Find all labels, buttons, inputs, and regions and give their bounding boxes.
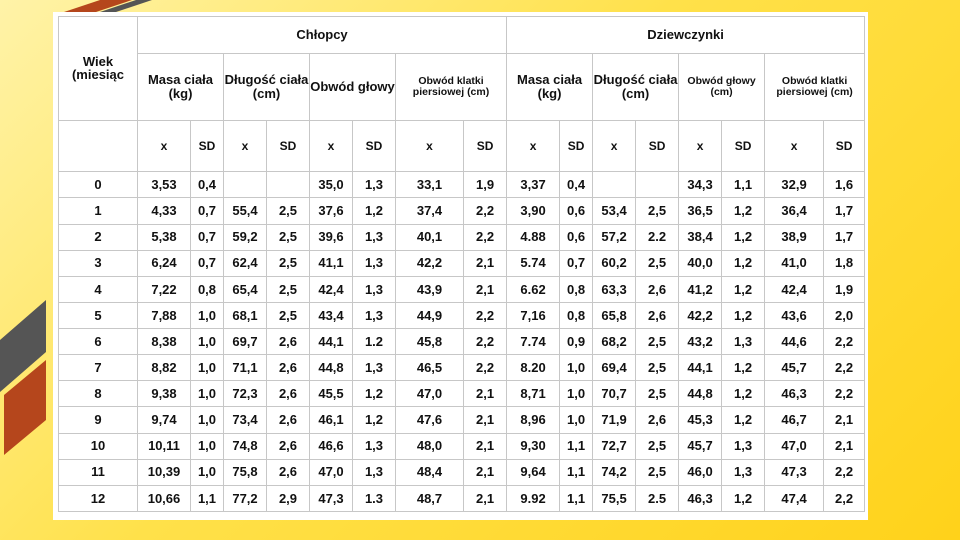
value-cell: 10,66 [138, 485, 191, 511]
stat-header-mean: x [679, 120, 722, 172]
value-cell: 1,2 [722, 302, 765, 328]
value-cell: 1,2 [722, 485, 765, 511]
age-cell: 8 [59, 381, 138, 407]
value-cell: 1,1 [560, 459, 593, 485]
value-cell: 1,2 [722, 250, 765, 276]
value-cell: 2,6 [267, 459, 310, 485]
table-row [59, 459, 865, 485]
value-cell: 1,9 [464, 172, 507, 198]
value-cell: 2.2 [636, 224, 679, 250]
value-cell: 6,24 [138, 250, 191, 276]
value-cell: 9,30 [507, 433, 560, 459]
value-cell: 1,0 [560, 381, 593, 407]
value-cell: 45,8 [396, 329, 464, 355]
value-cell: 1,6 [824, 172, 865, 198]
stat-header-age-blank [59, 120, 138, 172]
value-cell: 75,5 [593, 485, 636, 511]
value-cell: 0,4 [560, 172, 593, 198]
value-cell: 1,3 [353, 302, 396, 328]
value-cell: 3,53 [138, 172, 191, 198]
value-cell: 2,6 [636, 407, 679, 433]
value-cell: 36,5 [679, 198, 722, 224]
value-cell: 43,2 [679, 329, 722, 355]
value-cell: 42,4 [310, 276, 353, 302]
value-cell: 46,3 [679, 485, 722, 511]
value-cell: 46,0 [679, 459, 722, 485]
value-cell: 1,3 [353, 224, 396, 250]
stat-header-mean: x [765, 120, 824, 172]
value-cell: 73,4 [224, 407, 267, 433]
value-cell: 1,8 [824, 250, 865, 276]
value-cell: 42,2 [396, 250, 464, 276]
value-cell: 71,9 [593, 407, 636, 433]
value-cell: 2,9 [267, 485, 310, 511]
value-cell: 3,37 [507, 172, 560, 198]
table-row [59, 407, 865, 433]
value-cell: 2,5 [636, 459, 679, 485]
value-cell: 1,0 [191, 355, 224, 381]
value-cell: 68,1 [224, 302, 267, 328]
value-cell: 2,1 [824, 407, 865, 433]
stat-header-sd: SD [560, 120, 593, 172]
age-cell: 1 [59, 198, 138, 224]
value-cell: 37,6 [310, 198, 353, 224]
value-cell: 44,6 [765, 329, 824, 355]
value-cell: 0,8 [560, 276, 593, 302]
measure-header-girls-length: Długość ciała (cm) [593, 54, 679, 120]
value-cell: 2,2 [824, 459, 865, 485]
value-cell: 42,2 [679, 302, 722, 328]
value-cell: 1,1 [191, 485, 224, 511]
age-cell: 5 [59, 302, 138, 328]
stat-header-sd: SD [464, 120, 507, 172]
value-cell: 5,38 [138, 224, 191, 250]
value-cell: 1,7 [824, 224, 865, 250]
stat-header-row [59, 120, 865, 172]
value-cell: 2,2 [464, 355, 507, 381]
value-cell: 2,0 [824, 302, 865, 328]
value-cell: 2,1 [464, 459, 507, 485]
value-cell: 2,1 [464, 276, 507, 302]
value-cell: 1,3 [722, 329, 765, 355]
stat-header-mean: x [138, 120, 191, 172]
value-cell: 8,82 [138, 355, 191, 381]
measure-header-boys-head: Obwód głowy [310, 54, 396, 120]
value-cell: 46,6 [310, 433, 353, 459]
table-row [59, 302, 865, 328]
value-cell: 0,7 [560, 250, 593, 276]
value-cell: 1,3 [353, 172, 396, 198]
value-cell [636, 172, 679, 198]
value-cell: 69,4 [593, 355, 636, 381]
value-cell [267, 172, 310, 198]
value-cell: 74,2 [593, 459, 636, 485]
value-cell: 1,0 [191, 407, 224, 433]
table-row [59, 329, 865, 355]
value-cell: 1,7 [824, 198, 865, 224]
value-cell: 1,3 [353, 433, 396, 459]
value-cell: 40,0 [679, 250, 722, 276]
value-cell: 2,6 [267, 407, 310, 433]
table-row [59, 250, 865, 276]
value-cell: 47,3 [310, 485, 353, 511]
measure-header-row [59, 54, 865, 120]
value-cell: 48,7 [396, 485, 464, 511]
value-cell: 1,2 [722, 276, 765, 302]
value-cell: 63,3 [593, 276, 636, 302]
stat-header-mean: x [224, 120, 267, 172]
age-cell: 12 [59, 485, 138, 511]
age-cell: 11 [59, 459, 138, 485]
value-cell: 2,5 [267, 276, 310, 302]
value-cell: 0,7 [191, 224, 224, 250]
table-row [59, 381, 865, 407]
measure-header-girls-head: Obwód głowy (cm) [679, 54, 765, 120]
value-cell: 2,2 [824, 485, 865, 511]
value-cell: 10,11 [138, 433, 191, 459]
value-cell: 2,5 [267, 198, 310, 224]
stat-header-sd: SD [824, 120, 865, 172]
value-cell: 69,7 [224, 329, 267, 355]
table-row [59, 276, 865, 302]
value-cell: 2,5 [267, 250, 310, 276]
value-cell: 45,3 [679, 407, 722, 433]
value-cell: 33,1 [396, 172, 464, 198]
stat-header-sd: SD [722, 120, 765, 172]
value-cell: 2,1 [464, 407, 507, 433]
value-cell: 45,7 [765, 355, 824, 381]
value-cell: 1,3 [722, 459, 765, 485]
value-cell: 0,7 [191, 198, 224, 224]
value-cell: 38,9 [765, 224, 824, 250]
value-cell: 1,0 [191, 329, 224, 355]
value-cell: 1,1 [722, 172, 765, 198]
value-cell: 1,1 [560, 485, 593, 511]
value-cell: 2,5 [636, 329, 679, 355]
value-cell: 41,0 [765, 250, 824, 276]
value-cell: 47,0 [310, 459, 353, 485]
value-cell [224, 172, 267, 198]
measure-header-boys-weight: Masa ciała (kg) [138, 54, 224, 120]
age-cell: 9 [59, 407, 138, 433]
value-cell: 1,3 [722, 433, 765, 459]
value-cell: 71,1 [224, 355, 267, 381]
measure-header-boys-chest: Obwód klatki piersiowej (cm) [396, 54, 507, 120]
value-cell: 47,6 [396, 407, 464, 433]
value-cell: 1,0 [191, 433, 224, 459]
value-cell: 62,4 [224, 250, 267, 276]
value-cell: 1,0 [191, 459, 224, 485]
age-cell: 4 [59, 276, 138, 302]
stat-header-mean: x [593, 120, 636, 172]
value-cell: 10,39 [138, 459, 191, 485]
value-cell: 7.74 [507, 329, 560, 355]
value-cell: 47,4 [765, 485, 824, 511]
value-cell: 9,74 [138, 407, 191, 433]
value-cell: 0,8 [560, 302, 593, 328]
value-cell: 47,0 [396, 381, 464, 407]
stat-header-mean: x [507, 120, 560, 172]
value-cell: 75,8 [224, 459, 267, 485]
value-cell: 2,6 [636, 302, 679, 328]
value-cell: 55,4 [224, 198, 267, 224]
value-cell: 44,1 [679, 355, 722, 381]
value-cell: 1,3 [353, 250, 396, 276]
stat-header-sd: SD [636, 120, 679, 172]
measure-header-girls-chest: Obwód klatki piersiowej (cm) [765, 54, 865, 120]
age-header: Wiek (miesiąc [59, 17, 138, 121]
value-cell: 0,4 [191, 172, 224, 198]
value-cell: 4.88 [507, 224, 560, 250]
table-row [59, 433, 865, 459]
value-cell: 2,5 [636, 250, 679, 276]
value-cell: 7,22 [138, 276, 191, 302]
group-header-boys: Chłopcy [138, 17, 507, 54]
value-cell: 43,9 [396, 276, 464, 302]
value-cell: 46,5 [396, 355, 464, 381]
age-cell: 6 [59, 329, 138, 355]
value-cell: 48,4 [396, 459, 464, 485]
value-cell: 2,2 [464, 302, 507, 328]
value-cell: 9,38 [138, 381, 191, 407]
value-cell: 1,2 [353, 198, 396, 224]
value-cell: 44,1 [310, 329, 353, 355]
value-cell: 77,2 [224, 485, 267, 511]
value-cell: 2,6 [267, 433, 310, 459]
value-cell: 36,4 [765, 198, 824, 224]
value-cell: 1,0 [560, 407, 593, 433]
stat-header-sd: SD [353, 120, 396, 172]
value-cell: 39,6 [310, 224, 353, 250]
value-cell: 34,3 [679, 172, 722, 198]
value-cell: 41,1 [310, 250, 353, 276]
value-cell: 32,9 [765, 172, 824, 198]
value-cell: 65,4 [224, 276, 267, 302]
value-cell: 2,6 [267, 381, 310, 407]
measure-header-girls-weight: Masa ciała (kg) [507, 54, 593, 120]
value-cell: 1,2 [722, 355, 765, 381]
value-cell: 2,2 [464, 198, 507, 224]
table-row [59, 172, 865, 198]
value-cell: 72,7 [593, 433, 636, 459]
value-cell: 8.20 [507, 355, 560, 381]
growth-table [58, 16, 865, 512]
value-cell: 2,5 [636, 381, 679, 407]
value-cell: 7,16 [507, 302, 560, 328]
value-cell: 1.2 [353, 329, 396, 355]
value-cell: 1,0 [191, 381, 224, 407]
value-cell: 2,6 [267, 355, 310, 381]
value-cell: 0,6 [560, 198, 593, 224]
value-cell: 5.74 [507, 250, 560, 276]
table-row [59, 224, 865, 250]
value-cell: 8,38 [138, 329, 191, 355]
value-cell: 9,64 [507, 459, 560, 485]
value-cell: 4,33 [138, 198, 191, 224]
value-cell: 2,5 [267, 224, 310, 250]
value-cell: 45,7 [679, 433, 722, 459]
value-cell: 1,2 [722, 407, 765, 433]
value-cell: 8,96 [507, 407, 560, 433]
value-cell: 2,1 [464, 381, 507, 407]
value-cell: 40,1 [396, 224, 464, 250]
value-cell: 0,8 [191, 276, 224, 302]
value-cell: 2,1 [464, 433, 507, 459]
value-cell: 1.3 [353, 485, 396, 511]
group-header-row [59, 17, 865, 54]
value-cell: 41,2 [679, 276, 722, 302]
value-cell: 2,2 [824, 329, 865, 355]
value-cell: 59,2 [224, 224, 267, 250]
stat-header-mean: x [310, 120, 353, 172]
value-cell: 35,0 [310, 172, 353, 198]
value-cell: 47,0 [765, 433, 824, 459]
value-cell: 2,5 [636, 433, 679, 459]
measure-header-boys-length: Długość ciała (cm) [224, 54, 310, 120]
value-cell: 1,3 [353, 459, 396, 485]
group-header-girls: Dziewczynki [507, 17, 865, 54]
table-row [59, 485, 865, 511]
value-cell: 1,2 [722, 224, 765, 250]
value-cell: 44,9 [396, 302, 464, 328]
value-cell: 1,2 [353, 381, 396, 407]
value-cell: 46,3 [765, 381, 824, 407]
value-cell: 0,6 [560, 224, 593, 250]
stat-header-mean: x [396, 120, 464, 172]
value-cell: 2,1 [824, 433, 865, 459]
value-cell: 45,5 [310, 381, 353, 407]
value-cell: 46,1 [310, 407, 353, 433]
table-body [59, 172, 865, 512]
value-cell: 37,4 [396, 198, 464, 224]
value-cell: 60,2 [593, 250, 636, 276]
value-cell: 53,4 [593, 198, 636, 224]
value-cell: 48,0 [396, 433, 464, 459]
value-cell: 2,2 [464, 224, 507, 250]
value-cell: 1,2 [722, 198, 765, 224]
value-cell: 2,2 [464, 329, 507, 355]
value-cell: 43,4 [310, 302, 353, 328]
value-cell: 2,6 [267, 329, 310, 355]
value-cell: 2,5 [636, 198, 679, 224]
value-cell: 0,7 [191, 250, 224, 276]
age-cell: 10 [59, 433, 138, 459]
value-cell: 44,8 [679, 381, 722, 407]
value-cell: 1,9 [824, 276, 865, 302]
value-cell: 1,2 [353, 407, 396, 433]
value-cell: 1,2 [722, 381, 765, 407]
value-cell: 9.92 [507, 485, 560, 511]
value-cell: 1,3 [353, 276, 396, 302]
value-cell: 2,2 [824, 355, 865, 381]
value-cell: 2.5 [636, 485, 679, 511]
age-cell: 0 [59, 172, 138, 198]
value-cell: 2,1 [464, 250, 507, 276]
value-cell: 47,3 [765, 459, 824, 485]
age-cell: 7 [59, 355, 138, 381]
value-cell: 72,3 [224, 381, 267, 407]
value-cell: 70,7 [593, 381, 636, 407]
stat-header-sd: SD [267, 120, 310, 172]
value-cell: 74,8 [224, 433, 267, 459]
age-cell: 3 [59, 250, 138, 276]
value-cell: 3,90 [507, 198, 560, 224]
value-cell: 2,6 [636, 276, 679, 302]
value-cell: 38,4 [679, 224, 722, 250]
value-cell: 2,5 [636, 355, 679, 381]
value-cell [593, 172, 636, 198]
value-cell: 1,0 [191, 302, 224, 328]
value-cell: 8,71 [507, 381, 560, 407]
value-cell: 43,6 [765, 302, 824, 328]
value-cell: 42,4 [765, 276, 824, 302]
value-cell: 1,0 [560, 355, 593, 381]
value-cell: 0,9 [560, 329, 593, 355]
value-cell: 6.62 [507, 276, 560, 302]
value-cell: 2,1 [464, 485, 507, 511]
table-card [53, 12, 868, 520]
value-cell: 65,8 [593, 302, 636, 328]
value-cell: 44,8 [310, 355, 353, 381]
stat-header-sd: SD [191, 120, 224, 172]
value-cell: 1,3 [353, 355, 396, 381]
value-cell: 1,1 [560, 433, 593, 459]
value-cell: 57,2 [593, 224, 636, 250]
age-cell: 2 [59, 224, 138, 250]
value-cell: 2,2 [824, 381, 865, 407]
value-cell: 2,5 [267, 302, 310, 328]
value-cell: 68,2 [593, 329, 636, 355]
value-cell: 7,88 [138, 302, 191, 328]
table-row [59, 355, 865, 381]
value-cell: 46,7 [765, 407, 824, 433]
table-row [59, 198, 865, 224]
